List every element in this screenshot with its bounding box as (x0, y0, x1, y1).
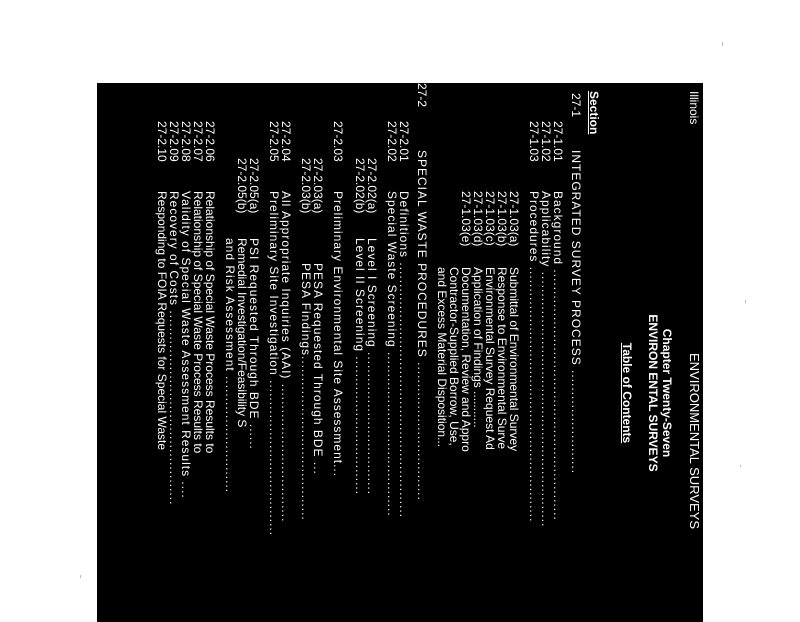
scanned-page (97, 83, 703, 622)
header-manual-title: ENVIRONMENTAL SURVEYS (687, 353, 702, 530)
entry-label: Documentation, Review and Appro (459, 267, 473, 452)
entry-number: 27-2.07 (191, 121, 205, 162)
chapter-number: Chapter Twenty-Seven (660, 328, 674, 458)
entry-label: Definitions ........................................................... (397, 191, 411, 519)
entry-number: 27-2.02(a) (365, 158, 379, 214)
entry-number: 27-2.10 (155, 121, 169, 162)
entry-number: 27-2.05 (267, 121, 281, 162)
entry-number: 27-2.06 (203, 121, 217, 162)
entry-label: PESA Requested Through BDE ... (311, 263, 325, 475)
entry-label: Validity of Special Waste Assessment Results .... (179, 191, 193, 499)
entry-number: 27-2.02 (385, 121, 399, 162)
entry-label: Preliminary Site Investigation .................................... (267, 191, 281, 537)
entry-number: 27-1 (569, 93, 583, 118)
entry-label: Special Waste Screening ...................................... (385, 191, 399, 517)
document-page (97, 83, 703, 622)
entry-number: 27-1.03(d) (471, 191, 485, 247)
entry-label: Environmental Survey Request Ad (483, 267, 497, 450)
chapter-title: ENVIRON ENTAL SURVEYS (646, 314, 660, 472)
entry-number: 27-2.03 (331, 121, 345, 162)
entry-label: Recovery of Costs ............................................. (167, 191, 181, 506)
entry-label: Submittal of Environmental Survey (507, 267, 521, 452)
entry-label: Contractor-Supplied Borrow, Use, (447, 267, 461, 446)
scan-speck (740, 465, 741, 467)
entry-number: 27-2.03(a) (311, 158, 325, 214)
entry-number: 27-1.03(c) (483, 191, 497, 246)
header-state: Illinois (687, 91, 701, 125)
entry-label: INTEGRATED SURVEY PROCESS ........................ (569, 150, 583, 475)
entry-number: 27-1.03(b) (495, 191, 509, 247)
scan-speck (722, 42, 723, 46)
entry-number: 27-2.05(a) (247, 158, 261, 214)
entry-number: 27-2.01 (397, 121, 411, 162)
entry-number: 27-2.04 (279, 121, 293, 162)
section-heading: Section (587, 91, 601, 135)
entry-number: 27-2.03(b) (299, 158, 313, 214)
entry-label: PESA Findings...................................... (299, 263, 313, 521)
entry-label: Background .......................................................... (551, 191, 565, 521)
entry-label: Remedial Investigation/Feasibility S (235, 238, 249, 428)
entry-label: and Risk Assessment ........................... (223, 238, 237, 494)
entry-label: Relationship of Special Waste Process Results to (191, 191, 205, 454)
entry-label: Preliminary Environmental Site Assessment... (331, 191, 345, 478)
scan-speck (80, 575, 81, 578)
entry-label: SPECIAL WASTE PROCEDURES ................................ (415, 150, 429, 501)
entry-number: 27-1.03 (527, 121, 541, 162)
entry-label: Level II Screening ................................ (353, 238, 367, 496)
entry-label: Procedures ........................................................... (527, 191, 541, 523)
scan-speck (745, 300, 746, 303)
entry-label: Application of Findings ........... (471, 267, 485, 428)
entry-number: 27-1.03(e) (459, 191, 473, 247)
entry-number: 27-2.09 (167, 121, 181, 162)
entry-label: All Appropriate Inquiries (AAI) ................................ (279, 191, 293, 523)
entry-number: 27-2.05(b) (235, 158, 249, 214)
entry-number: 27-2.02(b) (353, 158, 367, 214)
entry-label: Responding to FOIA Requests for Special Waste (155, 191, 169, 451)
toc-title: Table of Contents (620, 342, 634, 444)
entry-label: and Excess Material Disposition... (435, 267, 449, 448)
entry-label: PSI Requested Through BDE ...... (247, 238, 261, 450)
entry-label: Applicability ........................................................... (539, 191, 553, 528)
entry-label: Level I Screening ................................. (365, 238, 379, 496)
entry-label: Relationship of Special Waste Process Results to (203, 191, 217, 454)
entry-label: Response to Environmental Surve (495, 267, 509, 450)
entry-number: 27-1.02 (539, 121, 553, 162)
entry-number: 27-2 (415, 83, 429, 108)
entry-number: 27-2.08 (179, 121, 193, 162)
entry-number: 27-1.01 (551, 121, 565, 162)
entry-number: 27-1.03(a) (507, 191, 521, 247)
